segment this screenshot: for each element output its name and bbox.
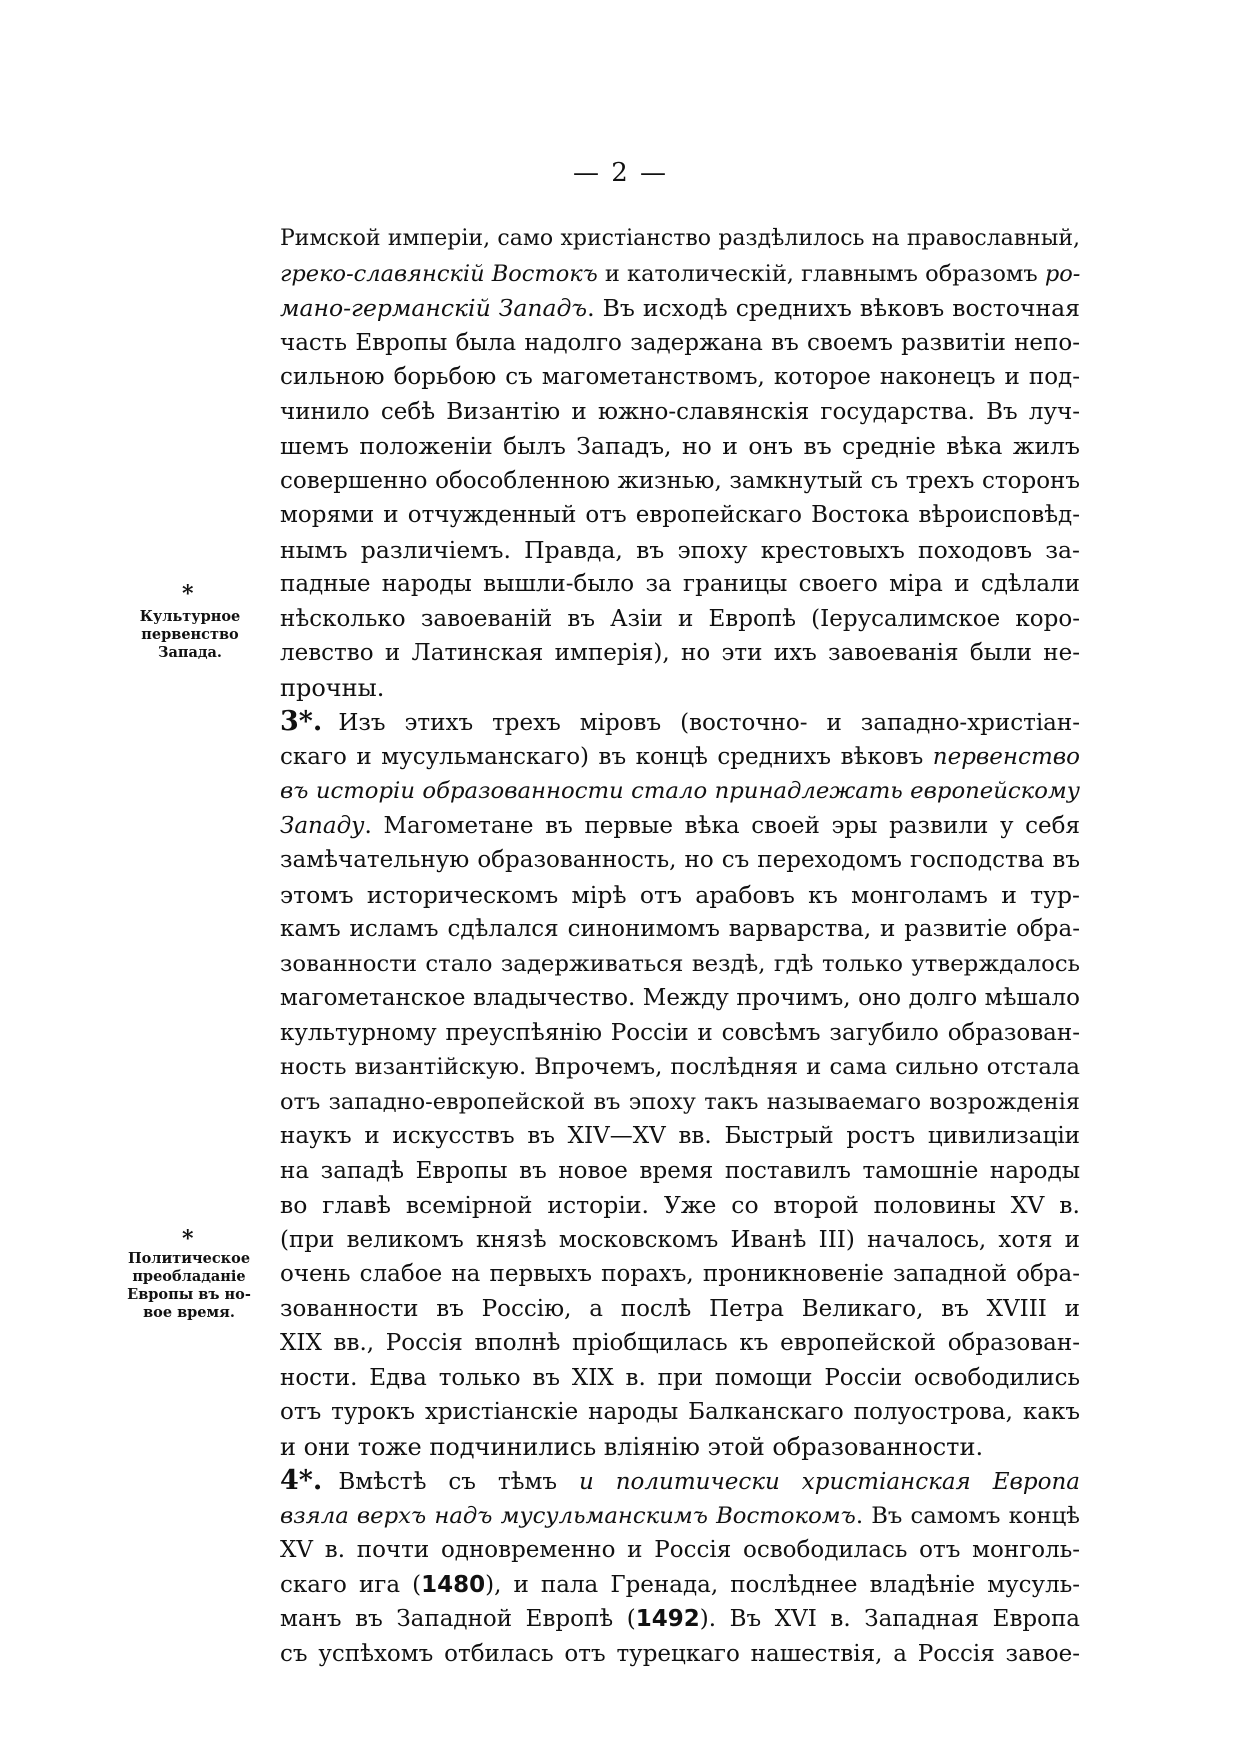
text-line: чинило себѣ Византію и южно-славянскія государства. Въ луч-	[280, 398, 1080, 425]
text-line: отъ западно-европейской въ эпоху такъ называемаго возрожденія	[280, 1088, 1080, 1115]
margin-note-cultural-primacy	[130, 608, 250, 662]
text-line: скаго и мусульманскаго) въ концѣ среднихъ вѣковъ первенство	[280, 743, 1080, 770]
text-line: взяла верхъ надъ мусульманскимъ Востокомъ. Въ самомъ концѣ	[280, 1502, 1081, 1529]
text-line: отъ турокъ христіанскіе народы Балканскаго полуострова, какъ	[280, 1399, 1080, 1425]
margin-note-line: Запада.	[158, 644, 222, 661]
text-line: греко-славянскій Востокъ и католическій, главнымъ образомъ ро-	[280, 260, 1081, 287]
margin-asterisk-2: *	[182, 1226, 194, 1252]
text-line: съ успѣхомъ отбилась отъ турецкаго нашествія, а Россія завое-	[280, 1640, 1080, 1667]
text-line: прочны.	[280, 673, 385, 702]
text-line: нѣсколько завоеваній въ Азіи и Европѣ (Іерусалимское коро-	[280, 605, 1080, 632]
text-line: въ исторіи образованности стало принадлежать европейскому	[280, 778, 1080, 804]
text-line: ность византійскую. Впрочемъ, послѣдняя и сама сильно отстала	[280, 1054, 1080, 1080]
text-line: во главѣ всемірной исторіи. Уже со второй половины XV в.	[280, 1191, 1080, 1219]
text-line: очень слабое на первыхъ порахъ, проникновеніе западной обра-	[280, 1261, 1080, 1287]
text-line: левство и Латинская имперія), но эти ихъ завоеванія были не-	[280, 640, 1080, 666]
text-line: ности. Едва только въ XIX в. при помощи Россіи освободились	[280, 1364, 1080, 1391]
paragraph-number: 4*.	[280, 1465, 323, 1496]
margin-note-line: Политическое	[127, 1250, 251, 1267]
paragraph-number: 3*.	[280, 706, 323, 737]
page-number: — 2 —	[572, 158, 669, 188]
text-line: совершенно обособленною жизнью, замкнутый съ трехъ сторонъ	[280, 467, 1080, 494]
text-line: скаго ига (1480), и пала Гренада, послѣднее владѣніе мусуль-	[280, 1571, 1080, 1598]
text-line: 3*. Изъ этихъ трехъ міровъ (восточно- и западно-христіан-	[280, 706, 1080, 737]
text-line: замѣчательную образованность, но съ переходомъ господства въ	[280, 847, 1080, 873]
text-line: зованности стало задерживаться вездѣ, гдѣ только утверждалось	[280, 950, 1080, 977]
text-line: на западѣ Европы въ новое время поставилъ тамошніе народы	[280, 1157, 1080, 1184]
text-line: шемъ положеніи былъ Западъ, но и онъ въ средніе вѣка жилъ	[280, 432, 1080, 460]
text-line: морями и отчужденный отъ европейскаго Востока вѣроисповѣд-	[280, 502, 1080, 528]
margin-note-line: преобладаніе	[132, 1268, 246, 1285]
text-line: сильною борьбою съ магометанствомъ, которое наконецъ и под-	[280, 364, 1080, 390]
margin-note-political-dominance	[126, 1250, 252, 1322]
text-line: и они тоже подчинились вліянію этой образованности.	[280, 1432, 984, 1461]
text-line: XIX вв., Россія вполнѣ пріобщилась къ европейской образован-	[280, 1330, 1080, 1356]
text-line: наукъ и искусствъ въ XIV—XV вв. Быстрый ростъ цивилизаціи	[280, 1123, 1080, 1149]
text-line: магометанское владычество. Между прочимъ, оно долго мѣшало	[280, 985, 1080, 1011]
margin-asterisk-1: *	[182, 581, 194, 607]
text-line: 4*. Вмѣстѣ съ тѣмъ и политически христіанская Европа	[280, 1465, 1080, 1496]
text-line: XV в. почти одновременно и Россія освободилась отъ монголь-	[280, 1537, 1080, 1563]
text-line: зованности въ Россію, а послѣ Петра Великаго, въ XVIII и	[280, 1295, 1080, 1322]
text-line: культурному преуспѣянію Россіи и совсѣмъ загубило образован-	[280, 1019, 1080, 1046]
text-line: Западу. Магометане въ первые вѣка своей эры развили у себя	[280, 812, 1080, 839]
text-line: камъ исламъ сдѣлался синонимомъ варварства, и развитіе обра-	[280, 916, 1080, 942]
text-line: часть Европы была надолго задержана въ своемъ развитіи непо-	[280, 329, 1080, 356]
margin-note-line: первенство	[141, 626, 239, 643]
text-line: Римской имперіи, само христіанство раздѣлилось на православный,	[280, 226, 1080, 251]
text-line: падные народы вышли-было за границы своего міра и сдѣлали	[280, 571, 1080, 597]
margin-note-line: Культурное	[139, 608, 241, 625]
text-line: манъ въ Западной Европѣ (1492). Въ XVI в. Западная Европа	[280, 1606, 1081, 1632]
text-line: (при великомъ князѣ московскомъ Иванѣ III) началось, хотя и	[280, 1226, 1080, 1253]
margin-note-line: вое время.	[143, 1304, 235, 1321]
text-line: нымъ различіемъ. Правда, въ эпоху крестовыхъ походовъ за-	[280, 535, 1080, 564]
body-text	[280, 222, 1080, 1671]
text-line: мано-германскій Западъ. Въ исходѣ среднихъ вѣковъ восточная	[280, 294, 1080, 322]
margin-note-line: Европы въ но-	[127, 1286, 251, 1303]
text-line: этомъ историческомъ мірѣ отъ арабовъ къ монголамъ и тур-	[280, 880, 1080, 909]
